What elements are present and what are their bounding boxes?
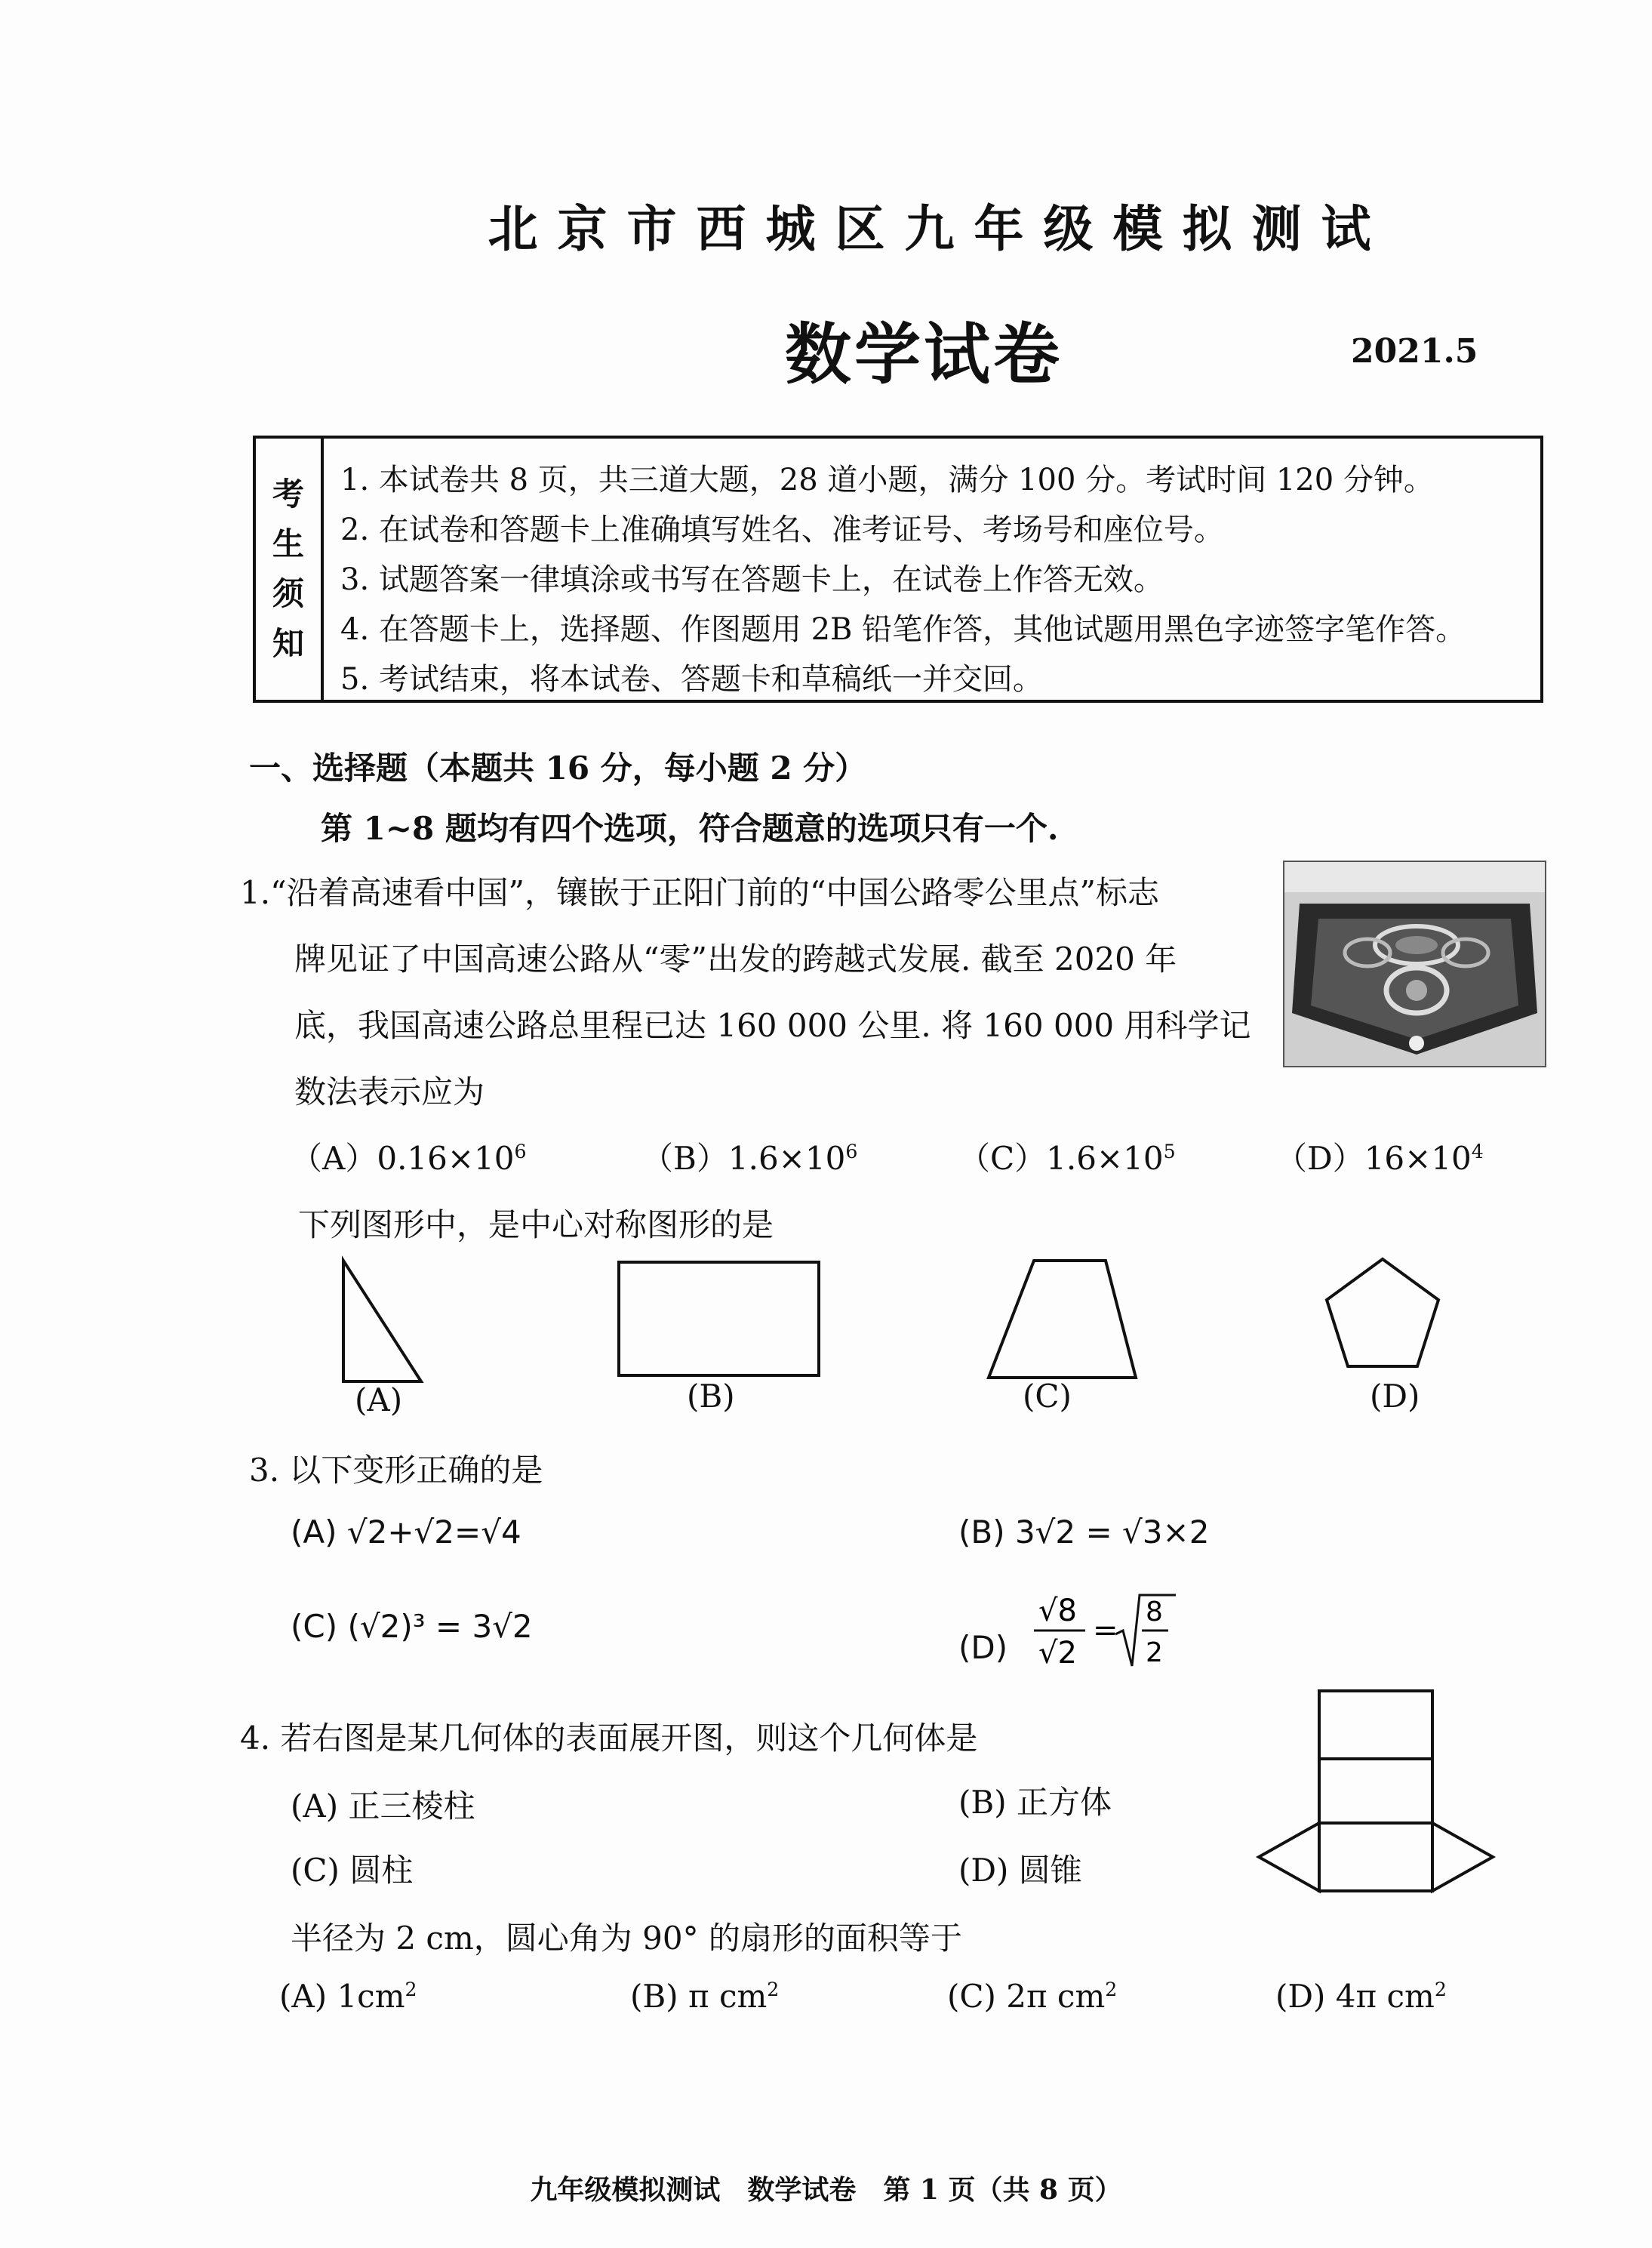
exam-subject-title: 数学试卷 [785, 315, 1063, 393]
svg-text:8: 8 [1146, 1597, 1164, 1627]
q2-label-d[interactable]: (D) [1370, 1378, 1420, 1415]
notice-label-char: 须 [272, 575, 304, 612]
q3-option-c[interactable]: (C) (√2)³ = 3√2 [291, 1608, 533, 1645]
notice-items [340, 455, 1533, 704]
q4-option-d[interactable]: (D) 圆锥 [958, 1852, 1082, 1889]
rectangle-shape [619, 1262, 819, 1375]
q2-stem: 下列图形中，是中心对称图形的是 [298, 1206, 774, 1243]
q1-option-d[interactable]: $(D)16\times 10^4$ [1275, 1140, 1484, 1177]
q5-option-b[interactable]: (B) π $cm^2$ [630, 1978, 780, 2015]
right-triangle-shape [343, 1261, 421, 1381]
q1-line: 牌见证了中国高速公路从“零”出发的跨越式发展. 截至 2020 年 [294, 941, 1177, 978]
q5-option-d[interactable]: (D) 4π $cm^2$ [1275, 1978, 1447, 2015]
q1-option-c[interactable]: $(C)1.6\times 10^5$ [958, 1140, 1176, 1177]
q1-line: 1.“沿着高速看中国”，镶嵌于正阳门前的“中国公路零公里点”标志 [240, 874, 1159, 911]
q2-label-a[interactable]: (A) [355, 1381, 403, 1418]
svg-text:2: 2 [1146, 1637, 1164, 1668]
q1-line: 数法表示应为 [294, 1073, 485, 1110]
q1-option-a[interactable]: $(A)0.16\times 10^6$ [291, 1140, 527, 1177]
svg-text:√8: √8 [1038, 1594, 1078, 1628]
q4-option-a[interactable]: (A) 正三棱柱 [291, 1788, 475, 1825]
q5-stem: 半径为 2 cm，圆心角为 90° 的扇形的面积等于 [291, 1920, 962, 1957]
notice-item: 1. 本试卷共 8 页，共三道大题，28 道小题，满分 100 分。考试时间 120 分钟。 [340, 463, 1434, 497]
section-note: 第 1~8 题均有四个选项，符合题意的选项只有一个. [321, 810, 1059, 847]
notice-item: 4. 在答题卡上，选择题、作图题用 2B 铅笔作答，其他试题用黑色字迹签字笔作答。 [340, 612, 1466, 647]
notice-label-char: 考 [272, 476, 304, 513]
q2-label-b[interactable]: (B) [687, 1378, 735, 1415]
exam-region-title: 北京市西城区九年级模拟测试 [488, 199, 1391, 258]
q4-stem: 4. 若右图是某几何体的表面展开图，则这个几何体是 [240, 1720, 978, 1757]
trapezoid-shape [989, 1261, 1136, 1378]
notice-item: 2. 在试卷和答题卡上准确填写姓名、准考证号、考场号和座位号。 [340, 513, 1224, 547]
svg-text:√2: √2 [1038, 1636, 1078, 1671]
q4-option-c[interactable]: (C) 圆柱 [291, 1852, 414, 1889]
notice-label [256, 439, 324, 700]
section-heading: 一、选择题（本题共 16 分，每小题 2 分） [249, 750, 867, 787]
pentagon-shape [1327, 1259, 1438, 1366]
q2-label-c[interactable]: (C) [1023, 1378, 1072, 1415]
q1-option-b[interactable]: $(B)1.6\times 10^6$ [641, 1140, 858, 1177]
q4-option-b[interactable]: (B) 正方体 [958, 1784, 1112, 1821]
q2-figures [287, 1253, 1517, 1412]
q3-option-d[interactable]: (D) √8 √2 = 8 2 [958, 1589, 1214, 1672]
notice-item: 5. 考试结束，将本试卷、答题卡和草稿纸一并交回。 [340, 662, 1043, 697]
notice-label-char: 知 [272, 625, 304, 662]
q3-option-b[interactable]: (B) 3√2 = √3×2 [958, 1514, 1210, 1551]
exam-date: 2021.5 [1351, 332, 1478, 371]
q3-option-a[interactable]: (A) √2+√2=√4 [291, 1514, 521, 1551]
q5-option-c[interactable]: (C) 2π $cm^2$ [947, 1978, 1118, 2015]
notice-label-char: 生 [272, 525, 304, 562]
candidate-notice-box [253, 436, 1543, 703]
notice-item: 3. 试题答案一律填涂或书写在答题卡上，在试卷上作答无效。 [340, 562, 1164, 597]
q5-option-a[interactable]: (A) $1cm^2$ [279, 1978, 417, 2015]
q3-stem: 3. 以下变形正确的是 [249, 1452, 543, 1489]
svg-text:=: = [1093, 1613, 1118, 1648]
q1-line: 底，我国高速公路总里程已达 160 000 公里. 将 160 000 用科学记 [294, 1007, 1251, 1044]
prism-net-figure [1253, 1687, 1502, 1917]
zero-kilometer-marker-photo [1283, 861, 1546, 1067]
page-footer: 九年级模拟测试 数学试卷 第 1 页（共 8 页） [530, 2174, 1122, 2206]
